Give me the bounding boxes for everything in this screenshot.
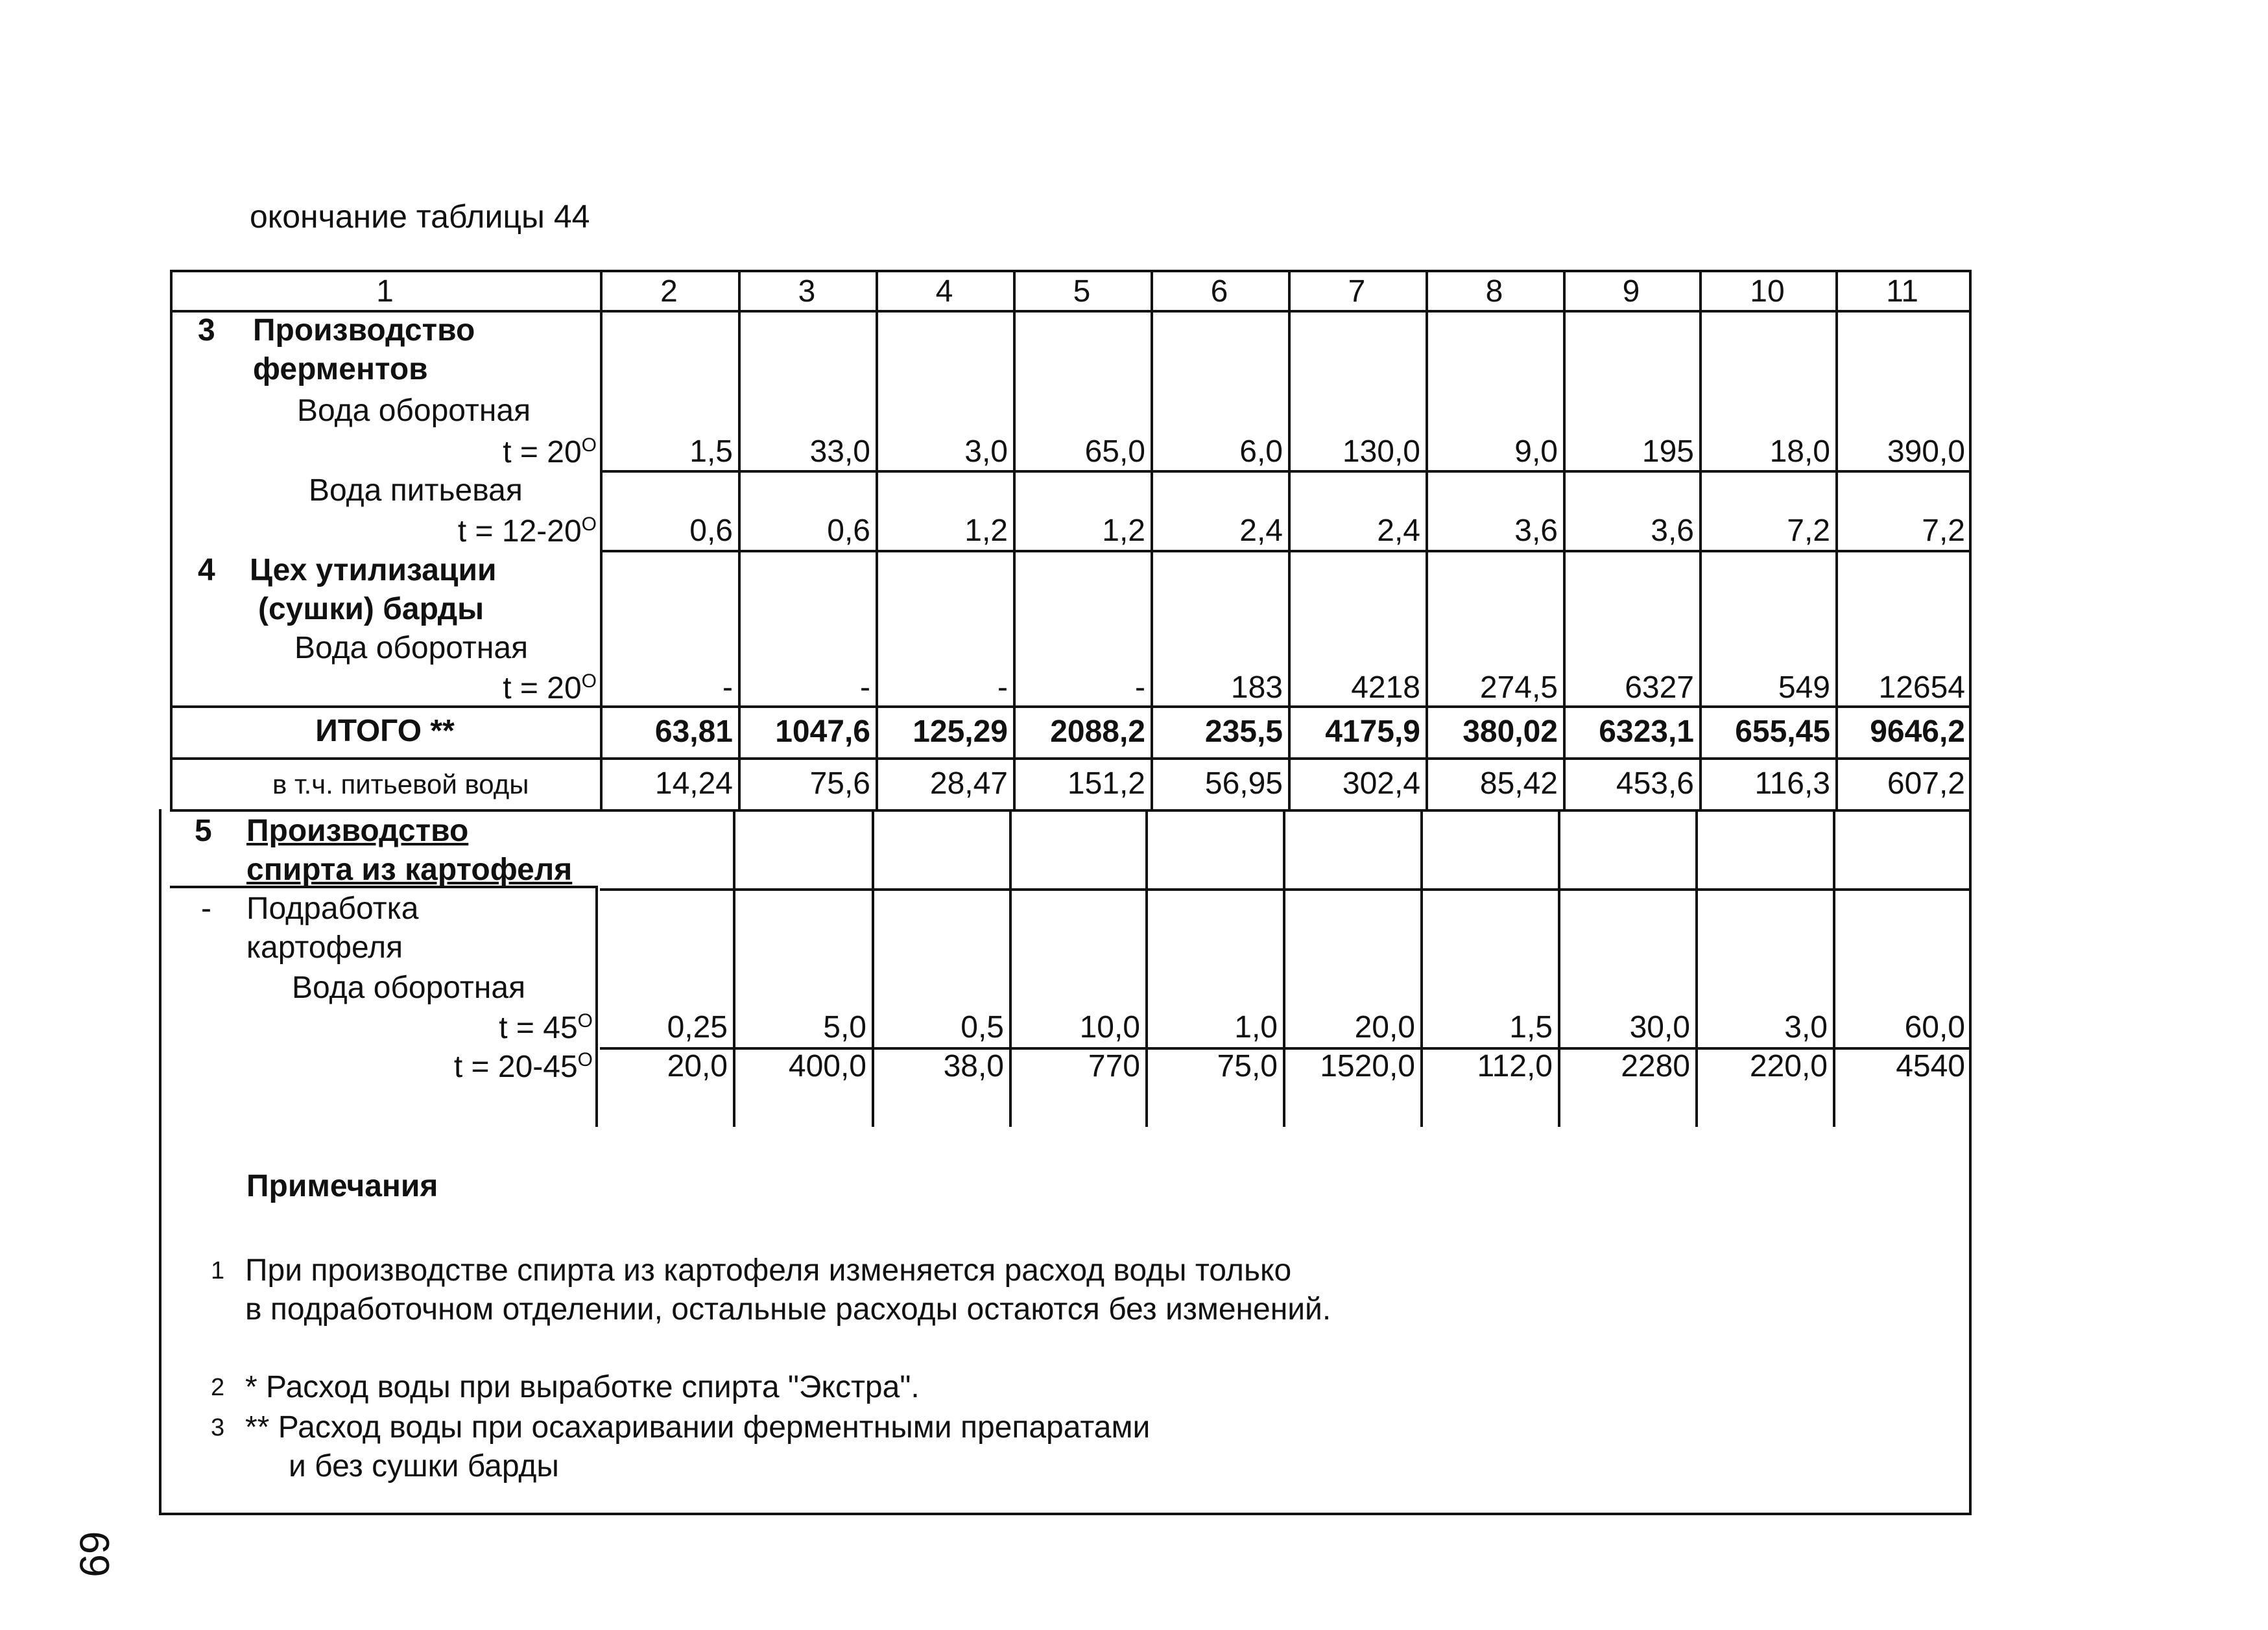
cell-value: 274,5: [1479, 670, 1558, 705]
grid-line: [600, 888, 1972, 891]
cell-value: 2280: [1621, 1049, 1690, 1083]
cell-value: 2,4: [1239, 514, 1283, 548]
cell-value: 1,2: [964, 514, 1008, 548]
cell-value: 549: [1778, 670, 1830, 705]
row-label: Вода оборотная: [292, 971, 526, 1005]
col-number: 9: [1622, 274, 1640, 309]
note-text: в подработочном отделении, остальные расходы остаются без изменений.: [245, 1292, 1331, 1327]
subsection-title: картофеля: [246, 930, 403, 965]
cell-value: 1,5: [689, 434, 733, 469]
cell-value: 195: [1641, 434, 1694, 469]
cell-value: 0,5: [961, 1010, 1004, 1045]
grid-line: [159, 809, 161, 1515]
cell-value: 1,2: [1102, 514, 1145, 548]
total-value: 63,81: [654, 715, 733, 749]
grid-line: [600, 270, 603, 810]
row-temperature: $t = 45^O$: [499, 1010, 593, 1045]
cell-value: 130,0: [1342, 434, 1420, 469]
cell-value: 7,2: [1922, 514, 1965, 548]
total-value: 1047,6: [775, 715, 870, 749]
grid-line: [600, 550, 1972, 552]
cell-value: 1520,0: [1320, 1049, 1415, 1083]
row-temperature: $t = 20^O$: [503, 670, 597, 705]
total-value: 2088,2: [1050, 715, 1145, 749]
cell-value: 10,0: [1079, 1010, 1140, 1045]
row-temperature: $t = 20^O$: [503, 434, 597, 469]
row-label: Вода оборотная: [297, 394, 531, 428]
section-number: 3: [198, 313, 215, 348]
cell-value: 33,0: [809, 434, 870, 469]
cell-value: 0,6: [827, 514, 870, 548]
subtotal-value: 607,2: [1887, 766, 1965, 801]
total-label: ИТОГО **: [315, 714, 455, 748]
section-title: (сушки) барды: [258, 592, 484, 626]
subtotal-value: 302,4: [1342, 766, 1420, 801]
cell-value: -: [1135, 670, 1145, 705]
cell-value: 1,0: [1234, 1010, 1278, 1045]
cell-value: 6327: [1625, 670, 1694, 705]
cell-value: 183: [1230, 670, 1283, 705]
cell-value: 220,0: [1749, 1049, 1828, 1083]
cell-value: 20,0: [1354, 1010, 1415, 1045]
col-number: 11: [1886, 274, 1918, 309]
cell-value: 60,0: [1904, 1010, 1965, 1045]
cell-value: 0,6: [689, 514, 733, 548]
page-number: 69: [71, 1531, 118, 1577]
cell-value: 2,4: [1377, 514, 1420, 548]
note-text: ** Расход воды при осахаривании ферментными препаратами: [245, 1410, 1151, 1445]
section-title: спирта из картофеля: [246, 853, 573, 887]
cell-value: 1,5: [1509, 1010, 1553, 1045]
col-number: 8: [1485, 274, 1503, 309]
total-value: 235,5: [1204, 715, 1283, 749]
cell-value: 12654: [1878, 670, 1965, 705]
note-text: * Расход воды при выработке спирта "Экстра".: [245, 1370, 920, 1404]
subtotal-value: 85,42: [1479, 766, 1558, 801]
col-number: 4: [935, 274, 953, 309]
cell-value: 9,0: [1514, 434, 1558, 469]
table-caption: окончание таблицы 44: [250, 198, 590, 235]
section-title: Производство: [246, 814, 469, 848]
note-text: и без сушки барды: [289, 1449, 559, 1483]
total-value: 655,45: [1735, 715, 1830, 749]
col-number: 10: [1750, 274, 1785, 309]
cell-value: -: [997, 670, 1008, 705]
section-number: 5: [195, 814, 212, 848]
col-number: 3: [798, 274, 816, 309]
col-number: 1: [376, 274, 394, 309]
cell-value: 3,6: [1514, 514, 1558, 548]
note-number: 3: [211, 1414, 225, 1441]
cell-value: 7,2: [1787, 514, 1830, 548]
col-number: 7: [1348, 274, 1366, 309]
subtotal-value: 116,3: [1754, 766, 1830, 801]
row-label: Вода питьевая: [309, 473, 523, 508]
col-number: 5: [1073, 274, 1091, 309]
note-text: При производстве спирта из картофеля изменяется расход воды только: [245, 1253, 1292, 1288]
section-title: Производство: [253, 313, 475, 348]
cell-value: 400,0: [788, 1049, 866, 1083]
cell-value: 65,0: [1084, 434, 1145, 469]
subtotal-label: в т.ч. питьевой воды: [272, 769, 529, 799]
cell-value: 3,0: [964, 434, 1008, 469]
note-number: 1: [211, 1257, 225, 1284]
total-value: 9646,2: [1870, 715, 1965, 749]
cell-value: 4540: [1896, 1049, 1965, 1083]
subtotal-value: 75,6: [809, 766, 870, 801]
subsection-title: Подработка: [246, 892, 419, 926]
cell-value: -: [722, 670, 733, 705]
row-label: Вода оборотная: [294, 631, 529, 665]
subtotal-value: 56,95: [1204, 766, 1283, 801]
note-number: 2: [211, 1374, 225, 1401]
cell-value: 770: [1088, 1049, 1140, 1083]
grid-line: [595, 887, 598, 1127]
cell-value: 5,0: [823, 1010, 866, 1045]
cell-value: 4218: [1351, 670, 1420, 705]
cell-value: 18,0: [1769, 434, 1830, 469]
subtotal-value: 151,2: [1067, 766, 1145, 801]
total-value: 380,02: [1462, 715, 1558, 749]
section-number: 4: [198, 553, 215, 587]
cell-value: -: [860, 670, 870, 705]
list-dash: -: [201, 892, 211, 926]
subtotal-value: 453,6: [1616, 766, 1694, 801]
subtotal-value: 28,47: [929, 766, 1008, 801]
total-value: 6323,1: [1599, 715, 1694, 749]
row-temperature: $t = 20-45^O$: [453, 1049, 593, 1084]
grid-line: [1969, 270, 1972, 1515]
cell-value: 3,0: [1784, 1010, 1828, 1045]
subtotal-value: 14,24: [654, 766, 733, 801]
cell-value: 20,0: [667, 1049, 728, 1083]
cell-value: 390,0: [1887, 434, 1965, 469]
total-value: 4175,9: [1325, 715, 1420, 749]
section-title: ферментов: [253, 352, 428, 386]
col-number: 6: [1210, 274, 1228, 309]
notes-title: Примечания: [246, 1169, 438, 1203]
cell-value: 3,6: [1651, 514, 1694, 548]
total-value: 125,29: [913, 715, 1008, 749]
col-number: 2: [660, 274, 678, 309]
cell-value: 75,0: [1217, 1049, 1278, 1083]
section-title: Цех утилизации: [250, 553, 497, 587]
cell-value: 0,25: [667, 1010, 728, 1045]
row-temperature: $t = 12-20^O$: [457, 514, 597, 549]
cell-value: 38,0: [943, 1049, 1004, 1083]
cell-value: 6,0: [1239, 434, 1283, 469]
cell-value: 30,0: [1629, 1010, 1690, 1045]
cell-value: 112,0: [1477, 1049, 1553, 1083]
grid-line: [159, 1513, 1972, 1515]
